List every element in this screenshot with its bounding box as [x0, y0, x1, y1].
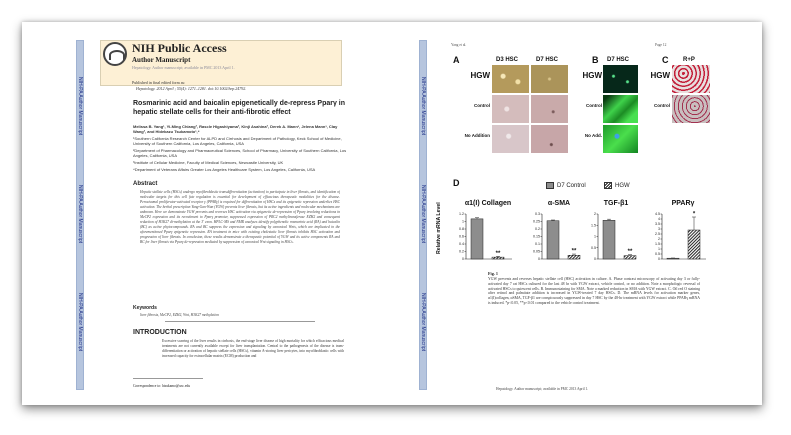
- affiliation: ²Department of Pharmacology and Pharmaceutical Sciences, School of Pharmacy, University of Southern California, Los Angeles, California, USA: [133, 148, 347, 158]
- affiliation: ⁴Department of Veterans Affairs Greater Los Angeles Healthcare System, Los Angeles, California, USA: [133, 167, 316, 172]
- y-tick-label: 0.05: [533, 249, 540, 254]
- hhs-seal-icon: [103, 42, 127, 66]
- micrograph-d3-control: [492, 95, 529, 123]
- y-tick-label: 0: [594, 257, 596, 262]
- y-tick-label: 0.4: [459, 242, 464, 247]
- y-tick-label: 4.5: [655, 212, 660, 217]
- micrograph-d7-control: [531, 95, 568, 123]
- y-tick-label: 1: [658, 247, 660, 252]
- significance-marker: **: [627, 249, 633, 256]
- y-tick-label: 0.8: [459, 227, 464, 232]
- sidebar-label: NIH-PA Author Manuscript: [77, 293, 83, 351]
- fluorescence-noadd: [603, 125, 638, 153]
- sidebar-label: NIH-PA Author Manuscript: [420, 185, 426, 243]
- bar-hgw: [492, 257, 504, 259]
- micrograph-d3-noaddition: [492, 125, 529, 153]
- panel-b-row-hgw: HGW: [582, 71, 602, 80]
- chart-title: α-SMA: [547, 200, 571, 207]
- panel-a-col-d7: D7 HSC: [536, 57, 559, 63]
- y-tick-label: 0.1: [535, 242, 540, 247]
- panel-a-col-d3: D3 HSC: [496, 57, 519, 63]
- bar-d7-control: [667, 258, 679, 259]
- oil-red-hgw: [672, 65, 710, 93]
- y-tick-label: 1.5: [655, 242, 660, 247]
- micrograph-d7-hgw: [531, 65, 568, 93]
- y-tick-label: 0.5: [655, 252, 660, 257]
- y-tick-label: 0.6: [459, 234, 464, 239]
- significance-marker: *: [692, 211, 696, 218]
- panel-c-letter: C: [662, 55, 669, 65]
- y-tick-label: 4: [658, 217, 660, 222]
- panel-a-row-control: Control: [474, 103, 490, 108]
- published-as: Published in final edited form as:: [132, 80, 186, 85]
- affiliation: ¹Southern California Research Center for ALPD and Cirrhosis and Department of Pathology, Keck School of Medicine, University of Southern California, Los Angeles, California, USA: [133, 136, 342, 146]
- panel-a-letter: A: [453, 55, 460, 65]
- abstract-heading: Abstract: [133, 181, 158, 187]
- bar-hgw: [568, 255, 580, 259]
- y-tick-label: 1.2: [459, 212, 464, 217]
- y-tick-label: 0.25: [533, 219, 540, 224]
- bar-chart-0: [452, 197, 516, 265]
- panel-d-letter: D: [453, 178, 460, 188]
- significance-marker: **: [571, 248, 577, 255]
- page-footer: Hepatology. Author manuscript; available in PMC 2013 April 1.: [496, 387, 589, 391]
- introduction-text: Excessive scarring of the liver results in cirrhosis, the end-stage liver disease of high mortality for which efficacious medical treatments are not currently available except for liver transplantation. Central to the pathogenesis of the disease is trans-differentiation or activation of hepatic stellate cells (HSCs), vitamin A-storing liver pericytes, into myofibroblastic cells with increased capacity for extracellular matrix (ECM) production and: [162, 339, 344, 358]
- sidebar-label: NIH-PA Author Manuscript: [77, 185, 83, 243]
- y-tick-label: 0: [462, 257, 464, 262]
- panel-c-row-hgw: HGW: [650, 71, 670, 80]
- legend-label: D7 Control: [557, 182, 586, 189]
- y-axis-label: Relative mRNA Level: [436, 202, 442, 254]
- keywords-heading: Keywords: [133, 305, 157, 311]
- y-tick-label: 0.15: [533, 234, 540, 239]
- y-tick-label: 0: [658, 257, 660, 262]
- citation: Hepatology. 2012 April ; 55(4): 1271–1281. doi:10.1002/hep.24792.: [136, 86, 247, 91]
- fluorescence-hgw: [603, 65, 638, 93]
- panel-a-row-noaddition: No Addition: [464, 133, 490, 138]
- y-tick-label: 1.5: [591, 223, 596, 228]
- right-sidebar-banner: [419, 40, 427, 390]
- availability-line: Hepatology. Author manuscript; available in PMC 2013 April 1.: [132, 65, 235, 70]
- panel-a-row-hgw: HGW: [470, 71, 490, 80]
- running-head-right: Page 12: [655, 43, 667, 47]
- panel-b-row-control: Control: [586, 103, 602, 108]
- divider: [165, 321, 315, 322]
- figure-caption: YGW prevents and reverses hepatic stellate cell (HSC) activation in culture. A. Phase contrast microscopy of activating day 3 or fully-activated day 7 rat HSCs cultured for the last 48 hr with YGW extract, vehicle control, or no addition. Note a morphologic reversal of activated HSCs to quiescent cells. B. Immunostaining for SMA. Note a marked reduction in SMA with YGW extract. C. Oil red O staining after retinol and palmitate addition is increased in YGW-treated 7 day HSCs. D. The mRNA levels for activation marker genes, α1(I)collagen, αSMA, TGF-β1 are conspicuously suppressed in day 7 HSC by the 48-hr treatment with YGW extract while PPARγ mRNA is induced. *p<0.05, **p<0.01 compared to the vehicle control treatment.: [488, 277, 700, 305]
- bar-d7-control: [471, 219, 483, 259]
- micrograph-d3-hgw: [492, 65, 529, 93]
- y-tick-label: 0.3: [535, 212, 540, 217]
- bar-d7-control: [547, 221, 559, 259]
- panel-b-letter: B: [592, 55, 599, 65]
- legend-item-d7-control: [546, 182, 586, 189]
- nih-title: NIH Public Access: [132, 41, 227, 55]
- bar-chart-3: [648, 197, 710, 265]
- y-tick-label: 2: [594, 212, 596, 217]
- nih-subtitle: Author Manuscript: [132, 56, 191, 64]
- legend-label: HGW: [615, 182, 630, 189]
- panel-b-row-noadd: No Add.: [584, 133, 602, 138]
- micrograph-d7-noaddition: [531, 125, 568, 153]
- oil-red-control: [672, 95, 710, 123]
- figure-caption-title: Fig. 1: [488, 271, 499, 276]
- fluorescence-control: [603, 95, 638, 123]
- footnote: Correspondence to: htsukamo@usc.edu: [133, 384, 191, 388]
- sidebar-label: NIH-PA Author Manuscript: [77, 77, 83, 135]
- footnote-divider: [133, 378, 203, 379]
- chart-title: TGF-β1: [603, 200, 629, 207]
- significance-marker: **: [495, 250, 501, 257]
- affiliation: ³Institute of Cellular Medicine, Faculty of Medical Sciences, Newcastle University, UK: [133, 160, 284, 165]
- y-tick-label: 1: [462, 219, 464, 224]
- introduction-heading: INTRODUCTION: [133, 329, 187, 336]
- bar-chart-1: [528, 197, 582, 265]
- sidebar-label: NIH-PA Author Manuscript: [420, 293, 426, 351]
- authors: Melissa B. Yang¹, Yi-Ming Chiang², Rascle Higashiyama², Kinji Asahina², Derek A. Mann³, Jelena Mann³, Clay Wang², and Hidekazu Tsukamoto¹,⁴: [133, 124, 338, 134]
- y-tick-label: 1: [594, 234, 596, 239]
- chart-title: α1(I) Collagen: [464, 200, 512, 207]
- keywords-text: liver fibrosis, MeCP2, EZH2, Wnt, H3K27 methylation: [140, 313, 219, 317]
- panel-c-col-rp: R+P: [683, 57, 695, 63]
- sidebar-label: NIH-PA Author Manuscript: [420, 77, 426, 135]
- y-tick-label: 2: [658, 237, 660, 242]
- legend-swatch-grey: [546, 182, 554, 189]
- y-tick-label: 0.2: [459, 249, 464, 254]
- paper-title: Rosmarinic acid and baicalin epigenetically de-repress Pparγ in hepatic stellate cells for their anti-fibrotic effect: [133, 100, 346, 116]
- chart-title: PPARγ: [671, 200, 695, 207]
- legend-swatch-hatched: [604, 182, 612, 189]
- bar-d7-control: [603, 220, 615, 259]
- y-tick-label: 0.5: [591, 245, 596, 250]
- running-head-left: Yang et al.: [451, 43, 467, 47]
- bar-hgw: [624, 256, 636, 259]
- y-tick-label: 2.5: [655, 232, 660, 237]
- bar-chart-2: [584, 197, 640, 265]
- legend-item-hgw: [604, 182, 630, 189]
- y-tick-label: 3.5: [655, 222, 660, 227]
- abstract-text: Hepatic stellate cells (HSCs) undergo myofibroblastic transdifferentiation (activation) to participate in liver fibrosis, and identification of molecular targets for this cell fate regulation is essential for development of efficacious therapeutic modalities for the disease. Peroxisomal proliferator-activated receptor γ (PPARγ) is required for differentiation of HSCs and its epigenetic repression underlies HSC activation. The herbal prescription Yang-Gan-Wan (YGW) prevents liver fibrosis, but its active ingredients and molecular mechanisms are unknown. Here we demonstrate YGW prevents and reverses HSC activation via epigenetic de-repression of Pparγ involving reductions in MeCP2 expression and its recruitment to Pparγ promoter, suppressed expression of PRC2 methyltransferase EZH2 and consequent reduction of H3K27 di-methylation at the 3' exon. HPLC-MS and NMR analyses identify polyphenolic rosmarinic acid (RA) and baicalin (BC) as active phytocompounds. RA and BC suppress the expression and signaling by canonical Wnts, which are implicated in the aforementioned Pparγ epigenetic repression. RA treatment in mice with existing cholestatic liver fibrosis inhibits HSC activation and progression of liver fibrosis. In conclusion, these results demonstrate a therapeutic potential of YGW and its active components RA and BC for liver fibrosis via Pparγ de-repression mediated by suppression of canonical Wnt signaling in HSCs.: [140, 190, 340, 244]
- y-tick-label: 3: [658, 227, 660, 232]
- panel-c-row-control: Control: [654, 103, 670, 108]
- y-tick-label: 0.2: [535, 227, 540, 232]
- bar-hgw: [688, 230, 700, 259]
- panel-b-col-d7: D7 HSC: [607, 57, 630, 63]
- y-tick-label: 0: [538, 257, 540, 262]
- left-sidebar-banner: [76, 40, 84, 390]
